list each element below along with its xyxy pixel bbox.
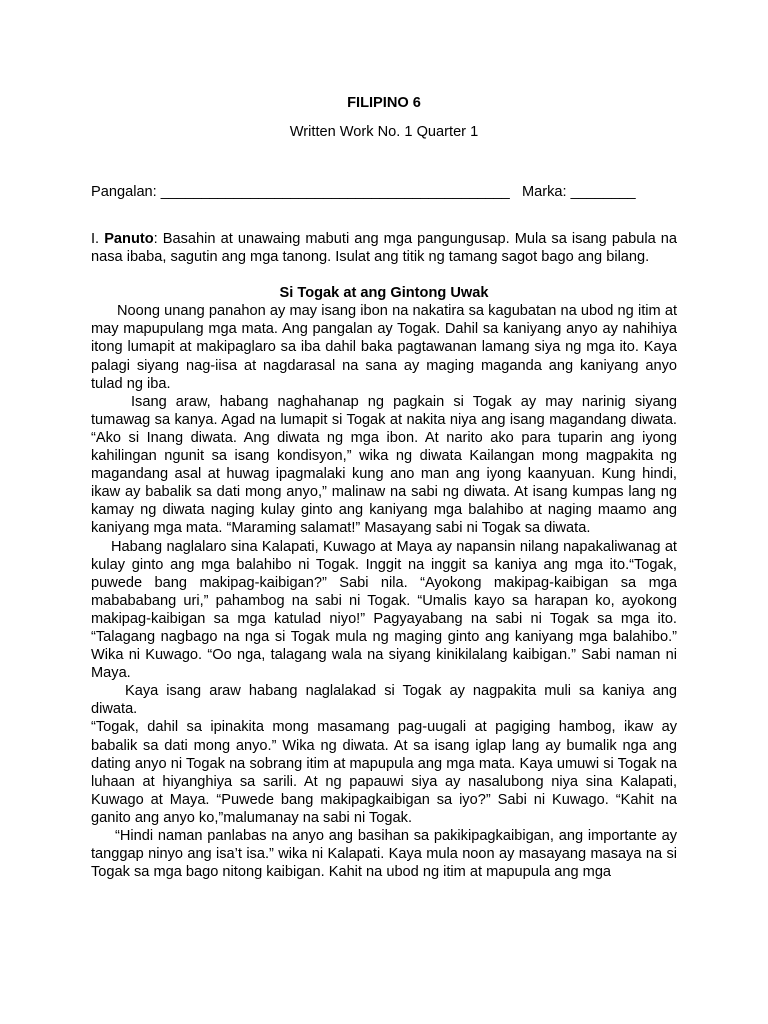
name-score-row — [91, 183, 636, 201]
worksheet-subtitle: Written Work No. 1 Quarter 1 — [289, 124, 479, 140]
instructions-label: Panuto — [104, 231, 154, 247]
story-paragraph: Isang araw, habang naghahanap ng pagkain si Togak ay may narinig siyang tumawag sa kanya. Agad na lumapit si Togak at nakita niya ang isang magandang diwata. “Ako si Inang diwata. Ang diwata ng mga ibon. At narito ako para tuparin ang iyong kahilingan ngunit sa isang kondisyon,” wika ng diwata Kailangan mong magpakita ng magandang asal at huwag ipagmalaki kung ano man ang iyong kaanyuan. Kung hindi, ikaw ay babalik sa dati mong anyo,” malinaw na sabi ng diwata. At isang kumpas lang ng kamay ng diwata naging kulay ginto ang kaniyang mga balahibo at naging maamo ang kaniyang mga mata. “Maraming salamat!” Masayang sabi ni Togak sa diwata. — [91, 393, 677, 537]
instructions-text: : Basahin at unawaing mabuti ang mga pangungusap. Mula sa isang pabula na nasa ibaba, sagutin ang mga tanong. Isulat ang titik ng tamang sagot bago ang bilang. — [91, 231, 677, 266]
story-paragraph: “Hindi naman panlabas na anyo ang basihan sa pakikipagkaibigan, ang importante ay tanggap ninyo ang isa’t isa.” wika ni Kalapati. Kaya mula noon ay masayang masaya na si Togak sa mga bago nitong kaibigan. Kahit na ubod ng itim at mapupula ang mga — [91, 828, 677, 881]
instructions-number: I. — [91, 231, 100, 247]
story-paragraph: “Togak, dahil sa ipinakita mong masamang pag-uugali at pagiging hambog, ikaw ay babalik sa dati mong anyo.” Wika ng diwata. At sa isang iglap lang ay bumalik nga ang dating anyo ni Togak na sobrang itim at mapupula ang mga mata. Kaya umuwi si Togak na luhaan at hiyanghiya sa sarili. At ng papauwi siya ay nasalubong niya sina Kalapati, Kuwago at Maya. “Puwede bang makipagkaibigan sa iyo?” Sabi ni Kuwago. “Kahit na ganito ang anyo ko,”malumanay na sabi ni Togak. — [91, 719, 677, 826]
story-paragraph: Noong unang panahon ay may isang ibon na nakatira sa kagubatan na ubod ng itim at may mapupulang mga mata. Ang pangalan ay Togak. Dahil sa kaniyang anyo ay nahihiya itong lumapit at makipaglaro sa iba dahil baka pagtawanan lamang siya ng mga ito. Kaya palagi siyang nag-iisa at nagdarasal na sana ay maging maganda ang kaniyang anyo tulad ng iba. — [91, 303, 677, 392]
instructions — [91, 230, 677, 266]
score-field-label: Marka: ________ — [521, 184, 636, 200]
story-paragraph: Habang naglalaro sina Kalapati, Kuwago at Maya ay napansin nilang napakaliwanag at kulay ginto ang mga balahibo ni Togak. Inggit na inggit sa kaniya ang mga ito.“Togak, puwede bang makipag-kaibigan?” Sabi nila. “Ayokong makipag-kaibigan sa mga mabababang uri,” pahambog na sabi ni Togak. “Umalis kayo sa harapan ko, ayokong makipag-kaibigan sa mga katulad niyo!” Pagyayabang na sabi ni Togak sa mga ito. “Talagang nagbago na nga si Togak mula ng maging ginto ang kaniyang mga balahibo.” Wika ni Kuwago. “Oo nga, talagang wala na siyang kinikilalang kaibigan.” Sabi naman ni Maya. — [91, 538, 677, 682]
worksheet-title: FILIPINO 6 — [347, 95, 421, 111]
story-paragraph: Kaya isang araw habang naglalakad si Togak ay nagpakita muli sa kaniya ang diwata. — [91, 683, 677, 718]
story-title: Si Togak at ang Gintong Uwak — [279, 285, 489, 302]
name-field-label: Pangalan: ___________________________________________ — [91, 184, 510, 200]
worksheet-body — [91, 230, 677, 881]
